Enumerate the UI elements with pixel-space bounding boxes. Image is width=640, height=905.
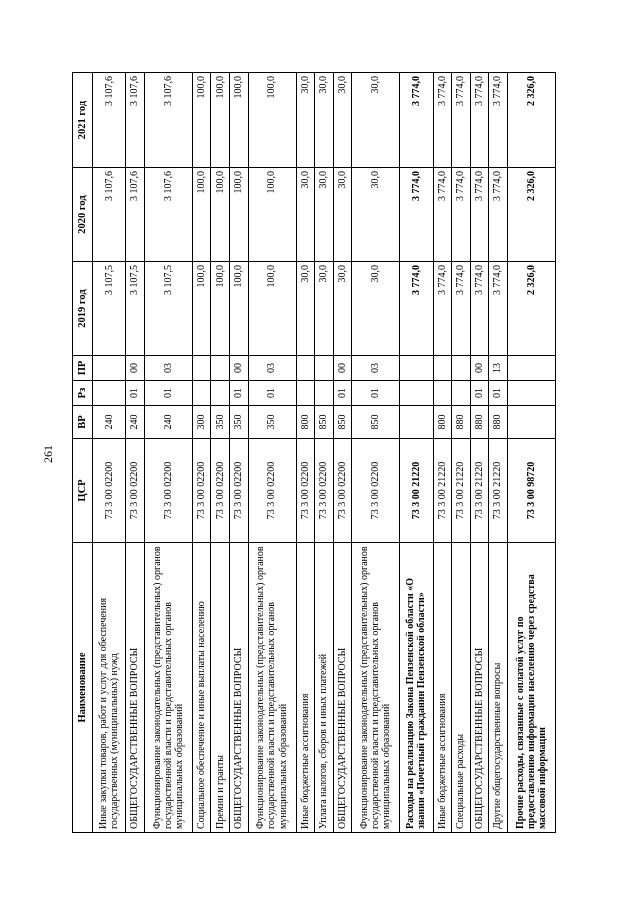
row-2020: 30,0 [315, 168, 334, 262]
row-name: ОБЩЕГОСУДАРСТВЕННЫЕ ВОПРОСЫ [229, 543, 248, 833]
row-csr: 73 3 00 02200 [248, 439, 296, 543]
row-2021: 3 774,0 [400, 73, 433, 168]
row-name: Премии и гранты [211, 543, 230, 833]
row-pr [400, 356, 433, 381]
row-vr: 850 [333, 406, 352, 439]
row-name: Прочие расходы, связанные с оплатой услуг по предоставлению информации населению через средства массовой информации [507, 543, 555, 833]
row-name: ОБЩЕГОСУДАРСТВЕННЫЕ ВОПРОСЫ [470, 543, 489, 833]
row-pr: 00 [229, 356, 248, 381]
row-2021: 3 774,0 [433, 73, 452, 168]
row-2019: 3 107,5 [144, 262, 192, 356]
row-rz: 01 [352, 381, 400, 406]
row-name: Социальное обеспечение и иные выплаты населению [192, 543, 211, 833]
table-row [248, 73, 296, 833]
row-2020: 100,0 [192, 168, 211, 262]
row-name: ОБЩЕГОСУДАРСТВЕННЫЕ ВОПРОСЫ [126, 543, 145, 833]
row-vr: 880 [489, 406, 508, 439]
row-name: Иные закупки товаров, работ и услуг для обеспечения государственных (муниципальных) нужд [93, 543, 126, 833]
row-pr [296, 356, 315, 381]
row-name: Функционирование законодательных (представительных) органов государственной власти и представительных органов муниципальных образований [248, 543, 296, 833]
row-rz: 01 [126, 381, 145, 406]
row-pr [192, 356, 211, 381]
row-2020: 3 107,6 [144, 168, 192, 262]
row-2019: 3 774,0 [433, 262, 452, 356]
row-2020: 2 326,0 [507, 168, 555, 262]
row-csr: 73 3 00 21220 [433, 439, 452, 543]
row-2021: 100,0 [248, 73, 296, 168]
row-name: Расходы на реализацию Закона Пензенской области «О звании «Почетный гражданин Пензенской области» [400, 543, 433, 833]
header-csr: ЦСР [73, 439, 93, 543]
header-2021: 2021 год [73, 73, 93, 168]
row-2021: 3 107,6 [93, 73, 126, 168]
row-2019: 100,0 [211, 262, 230, 356]
table-row [352, 73, 400, 833]
row-vr: 240 [144, 406, 192, 439]
page-number: 261 [41, 445, 55, 463]
row-2021: 3 774,0 [452, 73, 471, 168]
header-name: Наименование [73, 543, 93, 833]
row-name: Уплата налогов, сборов и иных платежей [315, 543, 334, 833]
table-row [296, 73, 315, 833]
row-pr [211, 356, 230, 381]
row-pr: 13 [489, 356, 508, 381]
budget-table [72, 72, 556, 833]
row-rz: 01 [470, 381, 489, 406]
row-pr [452, 356, 471, 381]
table-row [433, 73, 452, 833]
table-row [507, 73, 555, 833]
row-rz [315, 381, 334, 406]
row-rz [452, 381, 471, 406]
row-csr: 73 3 00 21220 [489, 439, 508, 543]
row-csr: 73 3 00 02200 [333, 439, 352, 543]
table-row [211, 73, 230, 833]
row-2019: 100,0 [248, 262, 296, 356]
row-2021: 3 107,6 [126, 73, 145, 168]
row-2019: 30,0 [352, 262, 400, 356]
row-2021: 100,0 [229, 73, 248, 168]
row-vr: 240 [93, 406, 126, 439]
row-pr: 03 [352, 356, 400, 381]
row-vr: 850 [315, 406, 334, 439]
row-2020: 3 774,0 [489, 168, 508, 262]
table-header-row [73, 73, 93, 833]
row-2019: 30,0 [296, 262, 315, 356]
table-row [470, 73, 489, 833]
row-vr: 880 [470, 406, 489, 439]
row-name: Иные бюджетные ассигнования [433, 543, 452, 833]
row-2021: 3 774,0 [489, 73, 508, 168]
table-row [192, 73, 211, 833]
row-csr: 73 3 00 02200 [315, 439, 334, 543]
row-2021: 2 326,0 [507, 73, 555, 168]
row-2019: 3 107,5 [126, 262, 145, 356]
row-2020: 3 774,0 [452, 168, 471, 262]
row-2020: 30,0 [352, 168, 400, 262]
row-csr: 73 3 00 21220 [452, 439, 471, 543]
row-rz: 01 [144, 381, 192, 406]
row-2019: 100,0 [192, 262, 211, 356]
row-csr: 73 3 00 21220 [400, 439, 433, 543]
row-2021: 30,0 [333, 73, 352, 168]
row-rz: 01 [229, 381, 248, 406]
table-row [400, 73, 433, 833]
row-pr [93, 356, 126, 381]
row-pr: 00 [126, 356, 145, 381]
row-2020: 30,0 [296, 168, 315, 262]
row-2020: 30,0 [333, 168, 352, 262]
row-name: Иные бюджетные ассигнования [296, 543, 315, 833]
table-row [93, 73, 126, 833]
row-2021: 30,0 [296, 73, 315, 168]
row-csr: 73 3 00 02200 [192, 439, 211, 543]
table-row [333, 73, 352, 833]
row-rz [192, 381, 211, 406]
row-2020: 100,0 [211, 168, 230, 262]
row-2019: 3 107,5 [93, 262, 126, 356]
row-vr [400, 406, 433, 439]
row-rz: 01 [248, 381, 296, 406]
row-rz [507, 381, 555, 406]
row-2019: 3 774,0 [470, 262, 489, 356]
table-row [229, 73, 248, 833]
header-2020: 2020 год [73, 168, 93, 262]
row-csr: 73 3 00 02200 [352, 439, 400, 543]
row-rz [93, 381, 126, 406]
row-2021: 3 774,0 [470, 73, 489, 168]
row-pr: 03 [144, 356, 192, 381]
row-csr: 73 3 00 98720 [507, 439, 555, 543]
row-vr [507, 406, 555, 439]
row-vr: 350 [248, 406, 296, 439]
row-2020: 100,0 [248, 168, 296, 262]
header-pr: ПР [73, 356, 93, 381]
row-rz: 01 [489, 381, 508, 406]
row-rz [433, 381, 452, 406]
row-2021: 3 107,6 [144, 73, 192, 168]
row-rz [296, 381, 315, 406]
table-row [126, 73, 145, 833]
row-rz: 01 [333, 381, 352, 406]
row-2021: 100,0 [211, 73, 230, 168]
row-2019: 3 774,0 [400, 262, 433, 356]
row-name: Другие общегосударственные вопросы [489, 543, 508, 833]
row-vr: 800 [296, 406, 315, 439]
row-pr [433, 356, 452, 381]
table-row [144, 73, 192, 833]
row-2019: 3 774,0 [452, 262, 471, 356]
row-pr [315, 356, 334, 381]
row-2021: 30,0 [352, 73, 400, 168]
row-rz [400, 381, 433, 406]
header-rz: Рз [73, 381, 93, 406]
row-2021: 100,0 [192, 73, 211, 168]
row-csr: 73 3 00 02200 [126, 439, 145, 543]
row-name: Специальные расходы [452, 543, 471, 833]
row-csr: 73 3 00 02200 [93, 439, 126, 543]
row-name: Функционирование законодательных (представительных) органов государственной власти и представительных органов муниципальных образований [352, 543, 400, 833]
header-2019: 2019 год [73, 262, 93, 356]
row-2021: 30,0 [315, 73, 334, 168]
row-2020: 3 107,6 [126, 168, 145, 262]
row-csr: 73 3 00 02200 [296, 439, 315, 543]
table-row [489, 73, 508, 833]
table-row [315, 73, 334, 833]
table-body [93, 73, 556, 833]
row-csr: 73 3 00 02200 [144, 439, 192, 543]
row-vr: 300 [192, 406, 211, 439]
row-vr: 880 [452, 406, 471, 439]
row-rz [211, 381, 230, 406]
row-pr: 00 [333, 356, 352, 381]
row-csr: 73 3 00 21220 [470, 439, 489, 543]
row-2020: 3 774,0 [433, 168, 452, 262]
row-name: Функционирование законодательных (представительных) органов государственной власти и представительных органов муниципальных образований [144, 543, 192, 833]
row-pr [507, 356, 555, 381]
row-csr: 73 3 00 02200 [229, 439, 248, 543]
row-vr: 350 [211, 406, 230, 439]
row-2020: 3 774,0 [400, 168, 433, 262]
row-pr: 00 [470, 356, 489, 381]
row-vr: 850 [352, 406, 400, 439]
row-csr: 73 3 00 02200 [211, 439, 230, 543]
row-vr: 350 [229, 406, 248, 439]
table-row [452, 73, 471, 833]
row-2020: 3 774,0 [470, 168, 489, 262]
row-name: ОБЩЕГОСУДАРСТВЕННЫЕ ВОПРОСЫ [333, 543, 352, 833]
row-pr: 03 [248, 356, 296, 381]
row-2019: 100,0 [229, 262, 248, 356]
row-2020: 100,0 [229, 168, 248, 262]
row-vr: 240 [126, 406, 145, 439]
header-vr: ВР [73, 406, 93, 439]
row-2019: 3 774,0 [489, 262, 508, 356]
budget-table-container [72, 73, 556, 833]
row-vr: 800 [433, 406, 452, 439]
row-2019: 30,0 [315, 262, 334, 356]
row-2020: 3 107,6 [93, 168, 126, 262]
row-2019: 2 326,0 [507, 262, 555, 356]
row-2019: 30,0 [333, 262, 352, 356]
